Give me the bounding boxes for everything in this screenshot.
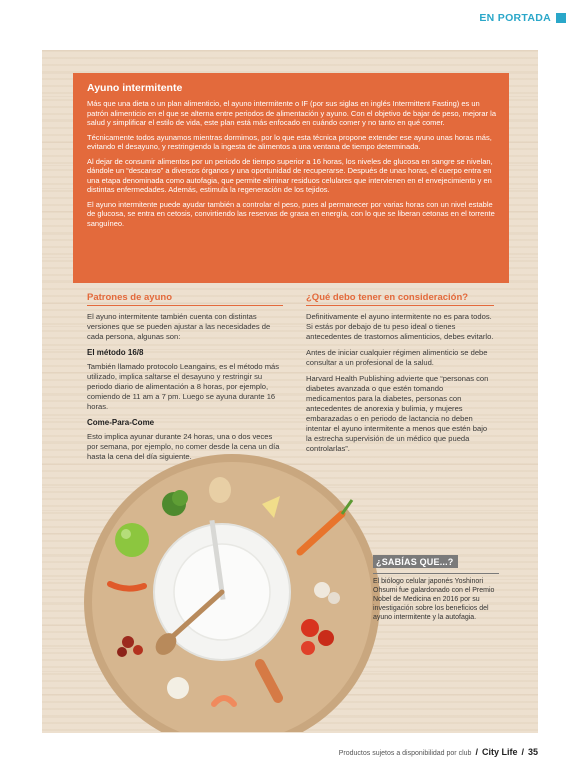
footer-note: Productos sujetos a disponibilidad por club xyxy=(338,750,472,757)
food-board-illustration xyxy=(82,452,382,732)
tomato xyxy=(301,619,319,637)
square-icon xyxy=(556,13,566,23)
footer-separator: / xyxy=(521,747,524,757)
feature-paragraph: Técnicamente todos ayunamos mientras dormimos, por lo que esta técnica propone extender ese ayuno unas horas más, evitando el desayuno, y restringiendo la ingesta de alimentos a una ventana de tiempo determinada. xyxy=(87,132,492,151)
body-paragraph: También llamado protocolo Leangains, es el método más utilizado, implica saltarse el desayuno y restringir su periodo diario de alimentación a 8 horas, por ejemplo, comiendo de 11 am a 7 pm. Luego se ayuna durante 16 horas. xyxy=(87,362,280,411)
section-heading: ¿Qué debo tener en consideración? xyxy=(306,292,469,303)
body-paragraph: Esto implica ayunar durante 24 horas, una o dos veces por semana, por ejemplo, no comer desde la cena un día hasta la cena del día siguiente. xyxy=(87,432,280,461)
subheading: El método 16/8 xyxy=(87,348,144,357)
cauliflower xyxy=(167,677,189,699)
body-paragraph: Antes de iniciar cualquier régimen alimenticio se debe consultar a un profesional de la salud. xyxy=(306,348,488,367)
did-you-know-sidebar xyxy=(373,552,499,622)
subheading: Come-Para-Come xyxy=(87,418,155,427)
left-column xyxy=(87,293,283,468)
body-paragraph: Harvard Health Publishing advierte que “personas con diabetes avanzada o que estén tomando medicamentos para la diabetes, personas con antecedentes de anorexia y bulimia, y mujeres embarazadas o en periodo de lactancia no deben intentar el ayuno intermitente a menos que estén bajo la estrecha supervisión de un médico que pueda controlarlas”. xyxy=(306,374,489,453)
sidebar-divider xyxy=(373,573,499,574)
right-column xyxy=(306,293,494,460)
body-paragraph: El ayuno intermitente también cuenta con distintas versiones que se pueden ajustar a las necesidades de cada persona, algunas son: xyxy=(87,312,271,341)
mushroom xyxy=(314,582,330,598)
page-footer xyxy=(339,747,538,757)
heading-divider xyxy=(87,305,283,306)
sidebar-text: El biólogo celular japonés Yoshinori Ohsumi fue galardonado con el Premio Nobel de Medicina en 2016 por su investigación sobre los beneficios del ayuno intermitente y la autofagia. xyxy=(373,578,495,621)
section-heading: Patrones de ayuno xyxy=(87,292,172,303)
feature-paragraph: Al dejar de consumir alimentos por un periodo de tiempo superior a 16 horas, los niveles de glucosa en sangre se nivelan, dándole un “descanso” a diversos órganos y una oportunidad de recuperarse. Después de unas horas, el cuerpo entra en una etapa denominada como autofagia, que permite eliminar residuos celulares que intervienen en el envejecimiento y en distintas enfermedades. Además, estimula la regeneración de los tejidos. xyxy=(87,156,493,194)
page-number: 35 xyxy=(527,747,538,757)
feature-box xyxy=(73,73,509,283)
section-tag xyxy=(479,12,566,24)
apple xyxy=(115,523,149,557)
food-clock-photo xyxy=(82,452,382,732)
feature-paragraph: El ayuno intermitente puede ayudar también a controlar el peso, pues al permanecer por varias horas con un nivel estable de glucosa, se entra en cetosis, convirtiendo las reservas de grasa en energía, con lo que se liberan cetonas en el torrente sanguíneo. xyxy=(87,199,495,228)
heading-divider xyxy=(306,305,494,306)
footer-brand: City Life xyxy=(481,747,518,757)
egg xyxy=(209,477,231,503)
feature-box-title: Ayuno intermitente xyxy=(87,82,183,94)
footer-separator: / xyxy=(475,747,478,757)
sidebar-title: ¿SABÍAS QUE...? xyxy=(373,555,458,568)
feature-paragraph: Más que una dieta o un plan alimenticio, el ayuno intermitente o IF (por sus siglas en inglés Intermittent Fasting) es un patrón alimenticio en el que se alterna entre periodos de alimentación y ayuno. Con el objetivo de bajar de peso, mejorar la salud y simplificar el estilo de vida, este plan está más enfocado en cuándo comer y no tanto en qué comer. xyxy=(87,99,496,127)
section-tag-label: EN PORTADA xyxy=(479,12,551,24)
berries xyxy=(122,636,134,648)
body-paragraph: Definitivamente el ayuno intermitente no es para todos. Si estás por debajo de tu peso ideal o tienes antecedentes de trastornos alimenticios, debes evitarlo. xyxy=(306,312,494,341)
